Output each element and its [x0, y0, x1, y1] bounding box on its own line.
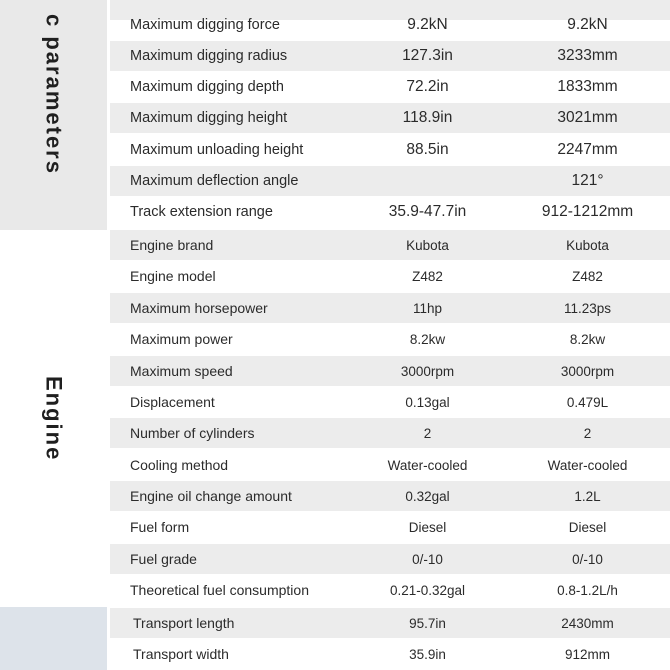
table-row: Maximum power 8.2kw 8.2kw [130, 331, 606, 347]
table-row: Engine brand Kubota Kubota [110, 230, 670, 260]
table-row: Maximum deflection angle 121° [110, 166, 670, 196]
table-row: Track extension range 35.9-47.7in 912-1212mm [130, 203, 634, 220]
table-row: Displacement 0.13gal 0.479L [130, 394, 609, 410]
table-row: Transport width 35.9in 912mm [133, 646, 610, 662]
section-transport [0, 607, 670, 670]
table-row: Maximum digging radius 127.3in 3233mm [110, 41, 670, 71]
table-row: Maximum unloading height 88.5in 2247mm [130, 141, 618, 158]
table-row: Transport length 95.7in 2430mm [110, 608, 670, 638]
side-panel-transport [0, 607, 107, 670]
table-row: Maximum speed 3000rpm 3000rpm [110, 356, 670, 386]
table-row: Number of cylinders 2 2 [110, 418, 670, 448]
table-row: Engine model Z482 Z482 [130, 268, 603, 284]
section-label: Engine [41, 375, 67, 462]
table-row: Maximum horsepower 11hp 11.23ps [110, 293, 670, 323]
table-row: Cooling method Water-cooled Water-cooled [130, 457, 628, 473]
table-row: Engine oil change amount 0.32gal 1.2L [110, 481, 670, 511]
table-row: Maximum digging depth 72.2in 1833mm [130, 78, 618, 95]
side-panel-basic [0, 0, 107, 230]
section-basic-parameters [0, 0, 670, 230]
table-row: Maximum digging height 118.9in 3021mm [110, 103, 670, 133]
section-label: c parameters [41, 13, 67, 175]
table-row: Fuel form Diesel Diesel [130, 519, 607, 535]
section-engine [0, 230, 670, 607]
table-row: Maximum digging force 9.2kN 9.2kN [130, 16, 608, 33]
table-row: Theoretical fuel consumption 0.21-0.32gal 0.8-1.2L/h [130, 582, 618, 598]
table-row: Fuel grade 0/-10 0/-10 [110, 544, 670, 574]
side-panel-engine [0, 230, 107, 607]
